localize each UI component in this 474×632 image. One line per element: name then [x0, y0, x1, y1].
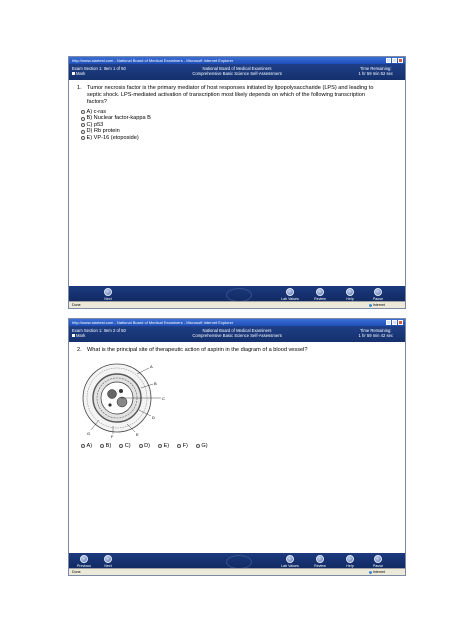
lab-values-label: Lab Values [281, 564, 299, 568]
time-label: Time Remaining: [360, 328, 392, 333]
help-icon [346, 555, 354, 563]
answer-option[interactable] [100, 443, 111, 450]
option-label: C) [124, 442, 131, 449]
security-zone [369, 569, 385, 575]
help-label: Help [346, 297, 354, 301]
radio-icon[interactable] [139, 444, 143, 448]
diagram-label-c: C [162, 396, 165, 401]
answer-options [73, 443, 401, 450]
review-icon [316, 288, 324, 296]
review-label: Review [314, 564, 326, 568]
option-label: E) VP-16 (etoposide) [86, 134, 139, 141]
status-text: Done [72, 570, 81, 574]
nbme-seal-icon [226, 288, 252, 302]
radio-icon[interactable] [119, 444, 123, 448]
help-icon [346, 288, 354, 296]
browser-titlebar [69, 319, 405, 326]
pause-icon [374, 555, 382, 563]
diagram-label-b: B [154, 381, 157, 386]
help-button[interactable] [339, 554, 361, 568]
help-button[interactable] [339, 287, 361, 301]
option-label: B) [105, 442, 112, 449]
radio-icon[interactable] [81, 130, 85, 134]
next-icon [104, 288, 112, 296]
option-label: E) [163, 442, 170, 449]
question-area [69, 80, 405, 142]
time-value: 1 hr 59 min 42 sec [358, 333, 393, 338]
answer-option[interactable] [81, 135, 401, 142]
leader-line [137, 368, 149, 374]
item-info: Exam Section 1: Item 1 of 50 [72, 66, 126, 71]
time-label: Time Remaining: [360, 66, 392, 71]
radio-icon[interactable] [158, 444, 162, 448]
diagram-label-a: A [150, 364, 153, 369]
red-blood-cell [117, 397, 127, 407]
question-number: 2. [77, 347, 82, 353]
help-label: Help [346, 564, 354, 568]
question-number: 1. [77, 85, 82, 91]
globe-icon [369, 304, 372, 307]
platelet [119, 389, 123, 393]
question-area [69, 342, 405, 450]
status-text: Done [72, 303, 81, 307]
pause-label: Pause [372, 297, 384, 301]
previous-icon [80, 555, 88, 563]
globe-icon [369, 571, 372, 574]
option-label: D) Rb protein [86, 128, 120, 135]
exam-toolbar [69, 553, 405, 569]
time-value: 1 hr 59 min 52 sec [358, 71, 393, 76]
diagram-label-g: G [87, 431, 91, 436]
option-label: A) c-ras [86, 108, 107, 115]
answer-option[interactable] [158, 443, 169, 450]
exam-window-2 [68, 318, 406, 576]
review-button[interactable] [309, 554, 331, 568]
browser-title: http://www.startest.com - National Board of Medical Examiners - Microsoft Internet Explorer [72, 320, 234, 325]
diagram-label-d: D [152, 415, 155, 420]
option-label: C) p53 [86, 121, 104, 128]
browser-titlebar [69, 57, 405, 64]
mark-label: Mark [76, 333, 86, 338]
option-label: G) [201, 442, 208, 449]
lab-values-icon [286, 288, 294, 296]
radio-icon[interactable] [81, 117, 85, 121]
next-label: Next [104, 297, 112, 301]
pause-icon [374, 288, 382, 296]
exam-toolbar [69, 286, 405, 302]
mark-label: Mark [76, 71, 86, 76]
lab-values-button[interactable] [279, 287, 301, 301]
pause-label: Pause [372, 564, 384, 568]
exam-window-1 [68, 56, 406, 309]
answer-options [73, 109, 401, 142]
platelet [108, 403, 111, 406]
radio-icon[interactable] [81, 444, 85, 448]
lab-values-icon [286, 555, 294, 563]
radio-icon[interactable] [177, 444, 181, 448]
org-name: National Board of Medical Examiners [202, 66, 272, 71]
answer-option[interactable] [177, 443, 188, 450]
diagram-label-f: F [111, 434, 114, 438]
previous-button[interactable] [73, 554, 95, 568]
radio-icon[interactable] [81, 110, 85, 114]
radio-icon[interactable] [81, 123, 85, 127]
option-label: D) [144, 442, 150, 449]
close-icon[interactable] [398, 320, 403, 325]
security-zone [369, 302, 385, 308]
pause-button[interactable] [367, 287, 389, 301]
diagram-label-e: E [136, 432, 139, 437]
previous-label: Previous [77, 564, 91, 568]
answer-option[interactable] [119, 443, 130, 450]
window-controls [386, 320, 403, 325]
org-name: National Board of Medical Examiners [202, 328, 272, 333]
radio-icon[interactable] [196, 444, 200, 448]
option-label: F) [182, 442, 188, 449]
nbme-seal-icon [226, 555, 252, 569]
minimize-icon[interactable] [386, 320, 391, 325]
close-icon[interactable] [398, 58, 403, 63]
browser-statusbar [69, 301, 405, 308]
next-button[interactable] [97, 287, 119, 301]
review-button[interactable] [309, 287, 331, 301]
window-controls [386, 58, 403, 63]
blood-vessel-diagram [77, 358, 167, 438]
maximize-icon[interactable] [392, 58, 397, 63]
question-text: Tumor necrosis factor is the primary mediator of host responses initiated by lipopolysaccharide (LPS) and leading to septic shock. LPS-mediated activation of transcription most likely depends on which of the following transcription factors? [87, 85, 374, 105]
zone-label: Internet [372, 303, 385, 307]
exam-name: Comprehensive Basic Science Self-Assessment [192, 71, 282, 76]
exam-name: Comprehensive Basic Science Self-Assessment [192, 333, 282, 338]
radio-icon[interactable] [100, 444, 104, 448]
zone-label: Internet [372, 570, 385, 574]
maximize-icon[interactable] [392, 320, 397, 325]
pause-button[interactable] [367, 554, 389, 568]
red-blood-cell [108, 390, 117, 399]
review-icon [316, 555, 324, 563]
option-label: A) [86, 442, 93, 449]
answer-option[interactable] [81, 443, 92, 450]
question-text: What is the principal site of therapeutic action of aspirin in the diagram of a blood vessel? [87, 347, 308, 353]
answer-option[interactable] [139, 443, 150, 450]
radio-icon[interactable] [81, 136, 85, 140]
next-icon [104, 555, 112, 563]
next-button[interactable] [97, 554, 119, 568]
lab-values-label: Lab Values [281, 297, 299, 301]
review-label: Review [314, 297, 326, 301]
next-label: Next [104, 564, 112, 568]
browser-title: http://www.startest.com - National Board of Medical Examiners - Microsoft Internet Explorer [72, 58, 234, 63]
option-label: B) Nuclear factor-kappa B [86, 115, 151, 122]
answer-option[interactable] [196, 443, 208, 450]
item-info: Exam Section 1: Item 2 of 50 [72, 328, 126, 333]
lab-values-button[interactable] [279, 554, 301, 568]
minimize-icon[interactable] [386, 58, 391, 63]
exam-header [69, 326, 405, 342]
exam-header [69, 64, 405, 80]
browser-statusbar [69, 568, 405, 575]
